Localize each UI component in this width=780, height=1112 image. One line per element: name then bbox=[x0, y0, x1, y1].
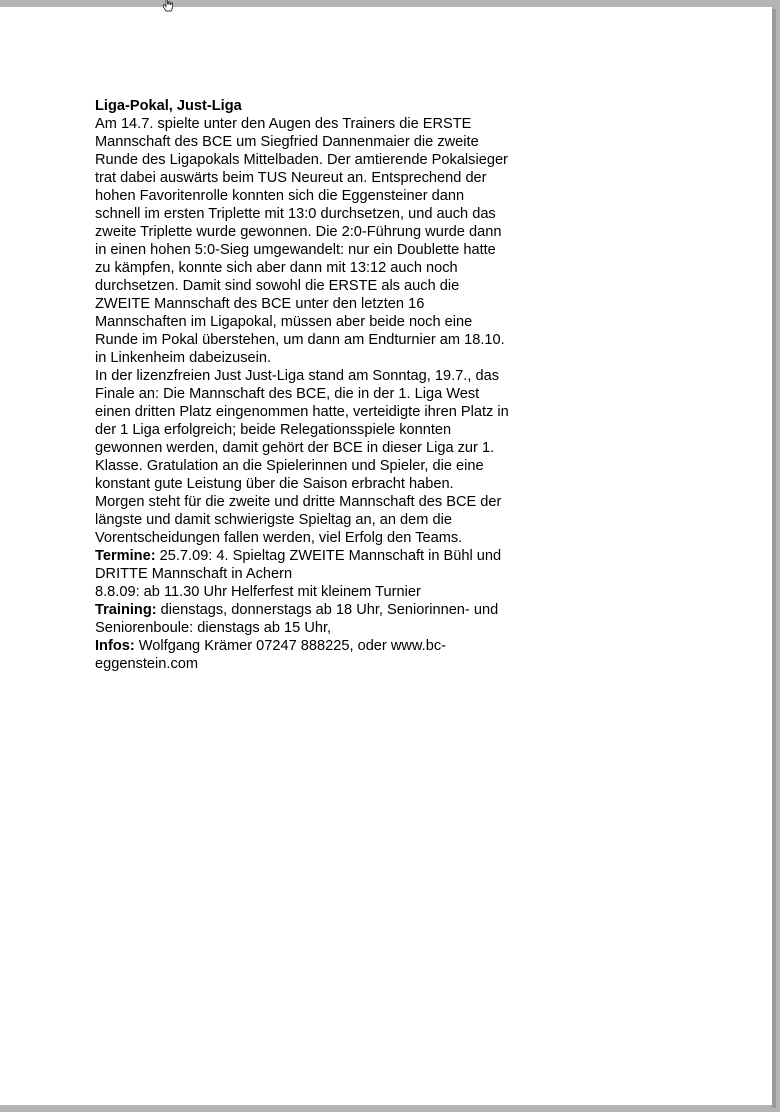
article-line: einen dritten Platz eingenommen hatte, verteidigte ihren Platz in bbox=[95, 404, 509, 420]
infos-line bbox=[95, 637, 555, 655]
article-line: schnell im ersten Triplette mit 13:0 durchsetzen, und auch das bbox=[95, 206, 496, 222]
training-line: Seniorenboule: dienstags ab 15 Uhr, bbox=[95, 620, 332, 636]
article-line: konstant gute Leistung über die Saison erbracht haben. bbox=[95, 476, 454, 492]
infos-label: Infos: bbox=[95, 638, 135, 654]
article-line: ZWEITE Mannschaft des BCE unter den letzten 16 bbox=[95, 296, 425, 312]
article-line: in einen hohen 5:0-Sieg umgewandelt: nur ein Doublette hatte bbox=[95, 242, 496, 258]
article-line: hohen Favoritenrolle konnten sich die Eggensteiner dann bbox=[95, 188, 465, 204]
infos-text: Wolfgang Krämer 07247 888225, oder www.bc- bbox=[134, 638, 446, 654]
page-shadow bbox=[772, 9, 776, 1108]
termine-label: Termine: bbox=[95, 548, 156, 564]
article-line: trat dabei auswärts beim TUS Neureut an. Entsprechend der bbox=[95, 170, 487, 186]
article-line: in Linkenheim dabeizusein. bbox=[95, 350, 272, 366]
article-heading: Liga-Pokal, Just-Liga bbox=[95, 98, 242, 114]
hand-cursor-icon bbox=[162, 0, 174, 12]
termine-line bbox=[95, 547, 555, 565]
infos-line: eggenstein.com bbox=[95, 656, 199, 672]
article-line: Morgen steht für die zweite und dritte Mannschaft des BCE der bbox=[95, 494, 502, 510]
article-line: Mannschaften im Ligapokal, müssen aber beide noch eine bbox=[95, 314, 473, 330]
training-text: dienstags, donnerstags ab 18 Uhr, Seniorinnen- und bbox=[156, 602, 499, 618]
article-line: In der lizenzfreien Just Just-Liga stand am Sonntag, 19.7., das bbox=[95, 368, 499, 384]
article-line: zweite Triplette wurde gewonnen. Die 2:0-Führung wurde dann bbox=[95, 224, 502, 240]
document-page bbox=[0, 7, 772, 1105]
article-line: Runde des Ligapokals Mittelbaden. Der amtierende Pokalsieger bbox=[95, 152, 508, 168]
termine-text: 25.7.09: 4. Spieltag ZWEITE Mannschaft in Bühl und bbox=[155, 548, 502, 564]
article-text bbox=[95, 97, 555, 673]
training-line bbox=[95, 601, 555, 619]
article-line: der 1 Liga erfolgreich; beide Relegationsspiele konnten bbox=[95, 422, 452, 438]
article-line: Vorentscheidungen fallen werden, viel Erfolg den Teams. bbox=[95, 530, 463, 546]
article-line: Am 14.7. spielte unter den Augen des Trainers die ERSTE bbox=[95, 116, 472, 132]
article-line: Finale an: Die Mannschaft des BCE, die in der 1. Liga West bbox=[95, 386, 480, 402]
termine-line: DRITTE Mannschaft in Achern bbox=[95, 566, 293, 582]
termine-line: 8.8.09: ab 11.30 Uhr Helferfest mit kleinem Turnier bbox=[95, 584, 421, 600]
article-line: gewonnen werden, damit gehört der BCE in dieser Liga zur 1. bbox=[95, 440, 495, 456]
article-line: Runde im Pokal überstehen, um dann am Endturnier am 18.10. bbox=[95, 332, 505, 348]
article-line: zu kämpfen, konnte sich aber dann mit 13:12 auch noch bbox=[95, 260, 458, 276]
article-line: Mannschaft des BCE um Siegfried Dannenmaier die zweite bbox=[95, 134, 479, 150]
article-line: Klasse. Gratulation an die Spielerinnen und Spieler, die eine bbox=[95, 458, 484, 474]
training-label: Training: bbox=[95, 602, 157, 618]
article-line: längste und damit schwierigste Spieltag an, an dem die bbox=[95, 512, 452, 528]
article-line: durchsetzen. Damit sind sowohl die ERSTE als auch die bbox=[95, 278, 460, 294]
